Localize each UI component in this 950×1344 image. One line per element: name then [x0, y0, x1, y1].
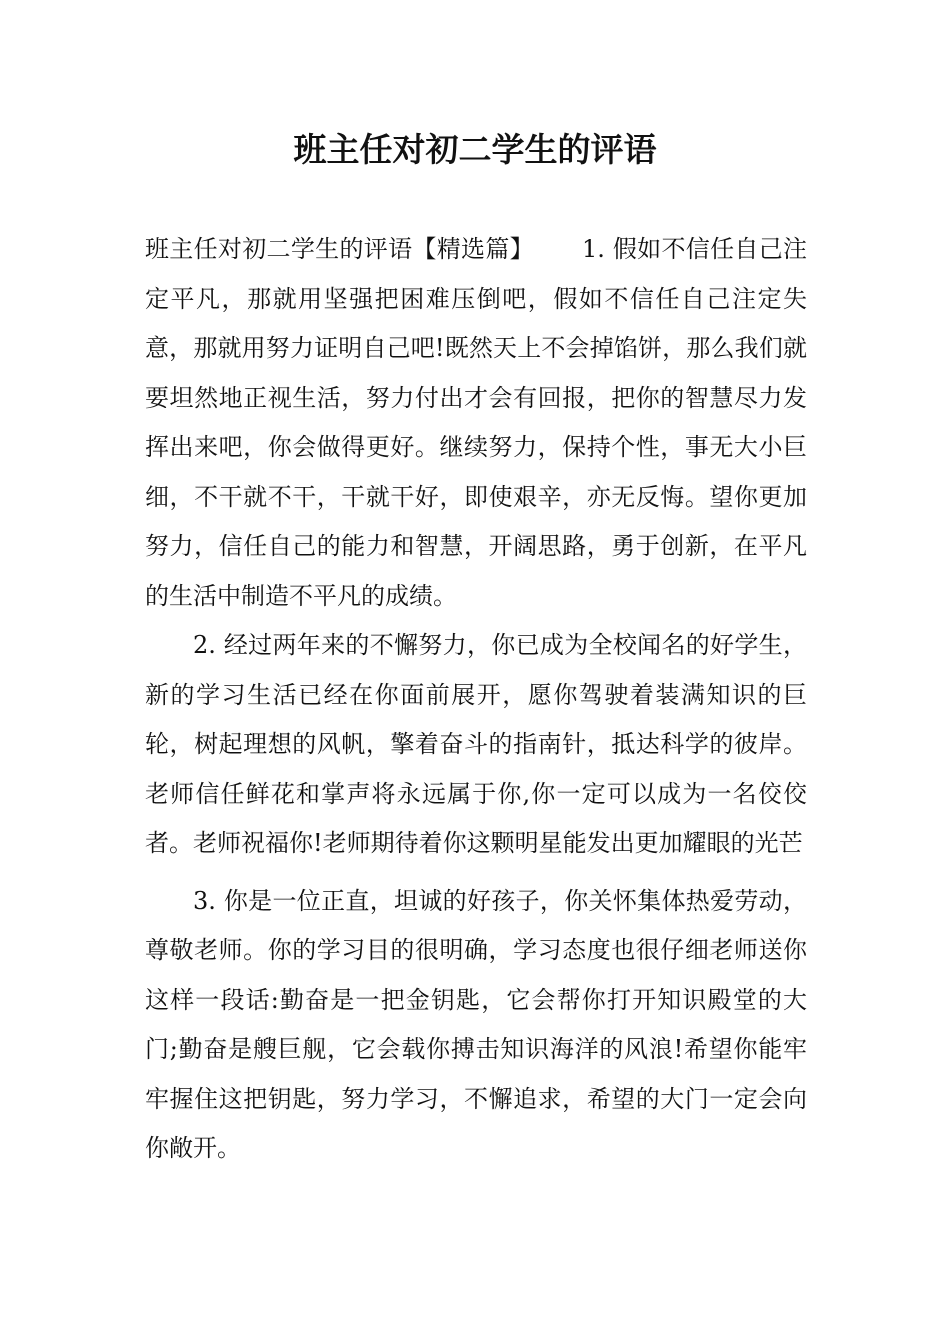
- paragraph-3: 3. 你是一位正直，坦诚的好孩子，你关怀集体热爱劳动，尊敬老师。你的学习目的很明确，学习态度也很仔细老师送你这样一段话:勤奋是一把金钥匙，它会帮你打开知识殿堂的大门;勤奋是艘巨舰，它会载你搏击知识海洋的风浪!希望你能牢牢握住这把钥匙，努力学习，不懈追求，希望的大门一定会向你敞开。: [145, 886, 807, 1162]
- document-title: 班主任对初二学生的评语: [293, 130, 657, 169]
- paragraph-1: [145, 225, 807, 621]
- paragraph-2: 2. 经过两年来的不懈努力，你已成为全校闻名的好学生，新的学习生活已经在你面前展开，愿你驾驶着装满知识的巨轮，树起理想的风帆，擎着奋斗的指南针，抵达科学的彼岸。老师信任鲜花和掌声将永远属于你,你一定可以成为一名佼佼者。老师祝福你!老师期待着你这颗明星能发出更加耀眼的光芒: [145, 631, 807, 857]
- document-body: [145, 225, 807, 1174]
- paragraph-1-text: 1. 假如不信任自己注定平凡，那就用坚强把困难压倒吧，假如不信任自己注定失意，那就用努力证明自己吧!既然天上不会掉馅饼，那么我们就要坦然地正视生活，努力付出才会有回报，把你的智慧尽力发挥出来吧，你会做得更好。继续努力，保持个性，事无大小巨细，不干就不干，干就干好，即使艰辛，亦无反悔。望你更加努力，信任自己的能力和智慧，开阔思路，勇于创新，在平凡的生活中制造不平凡的成绩。: [145, 235, 808, 610]
- intro-heading: 班主任对初二学生的评语【精选篇】: [145, 235, 534, 263]
